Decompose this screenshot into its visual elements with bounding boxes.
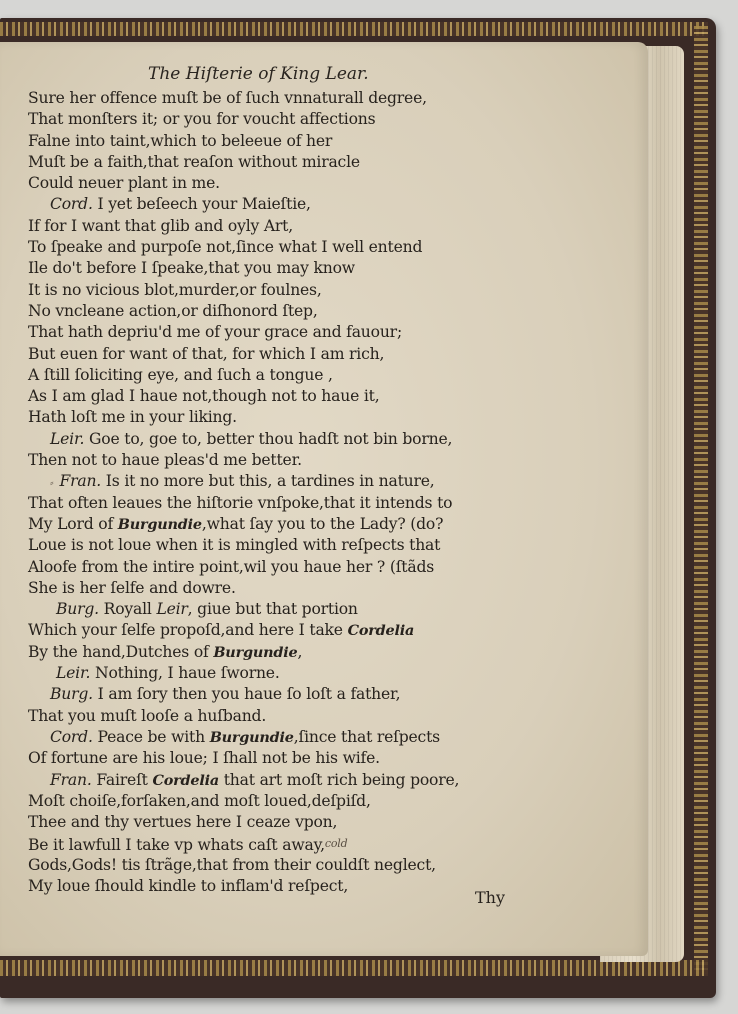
- verse-text: Gods,Gods! tis ſtrãge,that from their couldſt neglect,: [28, 855, 436, 874]
- proper-name: Cordelia: [152, 771, 219, 789]
- text-line: [28, 471, 628, 492]
- text-line: [28, 663, 628, 684]
- text-line: [28, 344, 628, 365]
- verse-text: Thee and thy vertues here I ceaze vpon,: [28, 813, 338, 832]
- verse-text: Nothing, I haue ſworne.: [90, 664, 280, 683]
- proper-name: Burgundie: [117, 515, 202, 533]
- text-line: [28, 322, 628, 343]
- verse-text: I am ſory then you haue ſo loſt a father,: [92, 685, 401, 704]
- verse-text: That often leaues the hiſtorie vnſpoke,that it intends to: [28, 493, 453, 512]
- speaker-name: Leir.: [56, 664, 91, 683]
- margin-mark: ⸗: [50, 476, 54, 490]
- text-line: [28, 748, 628, 769]
- speaker-name: Burg.: [50, 685, 93, 704]
- verse-text: that art moſt rich being poore,: [218, 770, 460, 789]
- verse-text: Aloofe from the intire point,wil you haue her ? (ſtãds: [28, 557, 435, 576]
- text-line: [28, 280, 628, 301]
- gilt-border-top: [0, 22, 708, 36]
- verse-text: ,ſince that reſpects: [293, 727, 440, 746]
- text-line: [28, 493, 628, 514]
- verse-text: Peace be with: [92, 727, 210, 746]
- text-line: [28, 514, 628, 535]
- speaker-name: Leir.: [50, 429, 85, 448]
- gilt-border-right: [694, 26, 708, 974]
- verse-text: Ile do't before I ſpeake,that you may know: [28, 259, 355, 278]
- speaker-name: Cord.: [50, 727, 93, 746]
- verse-text: , giue but that portion: [187, 600, 358, 619]
- verse-text: Goe to, goe to, better thou hadſt not bin borne,: [84, 429, 453, 448]
- running-header: The Hiſterie of King Lear.: [148, 64, 369, 84]
- speaker-name: Fran.: [50, 770, 92, 789]
- text-line: [28, 88, 628, 109]
- verse-text: Faireſt: [91, 770, 153, 789]
- text-line: [28, 429, 628, 450]
- verse-text: ,: [297, 642, 303, 661]
- text-line: [28, 599, 628, 620]
- verse-text: Royall: [98, 600, 157, 619]
- speaker-name: Leir: [156, 600, 188, 619]
- speaker-name: Cord.: [50, 195, 93, 214]
- verse-text: Loue is not loue when it is mingled with reſpects that: [28, 536, 441, 555]
- text-line: [28, 706, 628, 727]
- verse-text: I yet beſeech your Maieſtie,: [92, 195, 311, 214]
- speaker-name: Fran.: [59, 472, 102, 491]
- verse-text: If for I want that glib and oyly Art,: [28, 216, 293, 235]
- text-line: [28, 833, 628, 854]
- text-line: [28, 407, 628, 428]
- proper-name: Burgundie: [209, 728, 294, 746]
- text-line: [28, 578, 628, 599]
- proper-name: Burgundie: [213, 643, 298, 661]
- verse-text: As I am glad I haue not,though not to haue it,: [28, 387, 380, 406]
- verse-text: My Lord of: [28, 514, 118, 533]
- proper-name: Cordelia: [347, 622, 415, 640]
- verse-text: She is her ſelfe and dowre.: [28, 578, 236, 597]
- verse-text: Is it no more but this, a tardines in nature,: [101, 472, 435, 491]
- speaker-name: Burg.: [56, 600, 99, 619]
- text-line: [28, 365, 628, 386]
- text-line: [28, 152, 628, 173]
- text-line: [28, 770, 628, 791]
- text-line: [28, 642, 628, 663]
- text-line: [28, 109, 628, 130]
- text-line: [28, 301, 628, 322]
- catchword: Thy: [475, 888, 506, 907]
- verse-text: But euen for want of that, for which I am rich,: [28, 344, 385, 363]
- verse-text: A ſtill ſoliciting eye, and ſuch a tongue ,: [28, 365, 333, 384]
- verse-text: Which your ſelfe propoſd,and here I take: [28, 621, 348, 640]
- verse-text: It is no vicious blot,murder,or foulnes,: [28, 280, 322, 299]
- verse-text: Sure her offence muſt be of ſuch vnnaturall degree,: [28, 89, 427, 107]
- text-line: [28, 876, 628, 897]
- verse-text: That you muſt looſe a huſband.: [28, 706, 267, 725]
- verse-text: Could neuer plant in me.: [28, 174, 220, 193]
- verse-text: Moſt choiſe,forſaken,and moſt loued,deſpiſd,: [28, 791, 371, 810]
- verse-text: ,what ſay you to the Lady? (do?: [201, 514, 444, 533]
- verse-text: Hath loſt me in your liking.: [28, 408, 237, 427]
- verse-text: Be it lawfull I take vp whats caſt away,: [28, 836, 325, 855]
- text-line: [28, 684, 628, 705]
- text-line: [28, 557, 628, 578]
- text-line: [28, 258, 628, 279]
- verse-text: By the hand,Dutches of: [28, 642, 214, 661]
- verse-text: Then not to haue pleas'd me better.: [28, 451, 302, 470]
- text-line: [28, 450, 628, 471]
- text-line: [28, 216, 628, 237]
- verse-text: Muſt be a faith,that reaſon without miracle: [28, 152, 360, 171]
- text-line: [28, 855, 628, 876]
- text-line: [28, 173, 628, 194]
- verse-text: That monſters it; or you for voucht affections: [28, 110, 376, 129]
- text-line: [28, 791, 628, 812]
- text-line: [28, 620, 628, 641]
- text-line: [28, 812, 628, 833]
- gilt-border-bottom: [0, 960, 708, 976]
- verse-text: To ſpeake and purpoſe not,ſince what I well entend: [28, 238, 423, 257]
- verse-text: Falne into taint,which to beleeue of her: [28, 131, 333, 150]
- text-line: [28, 131, 628, 152]
- text-line: [28, 535, 628, 556]
- text-line: [28, 386, 628, 407]
- marginal-note: cold: [324, 837, 348, 851]
- text-line: [28, 727, 628, 748]
- play-text: [28, 88, 628, 897]
- verse-text: That hath depriu'd me of your grace and fauour;: [28, 323, 402, 342]
- verse-text: No vncleane action,or diſhonord ſtep,: [28, 301, 318, 320]
- verse-text: My loue ſhould kindle to inflam'd reſpect,: [28, 876, 349, 895]
- verse-text: Of fortune are his loue; I ſhall not be his wife.: [28, 749, 380, 768]
- text-line: [28, 237, 628, 258]
- text-line: [28, 194, 628, 215]
